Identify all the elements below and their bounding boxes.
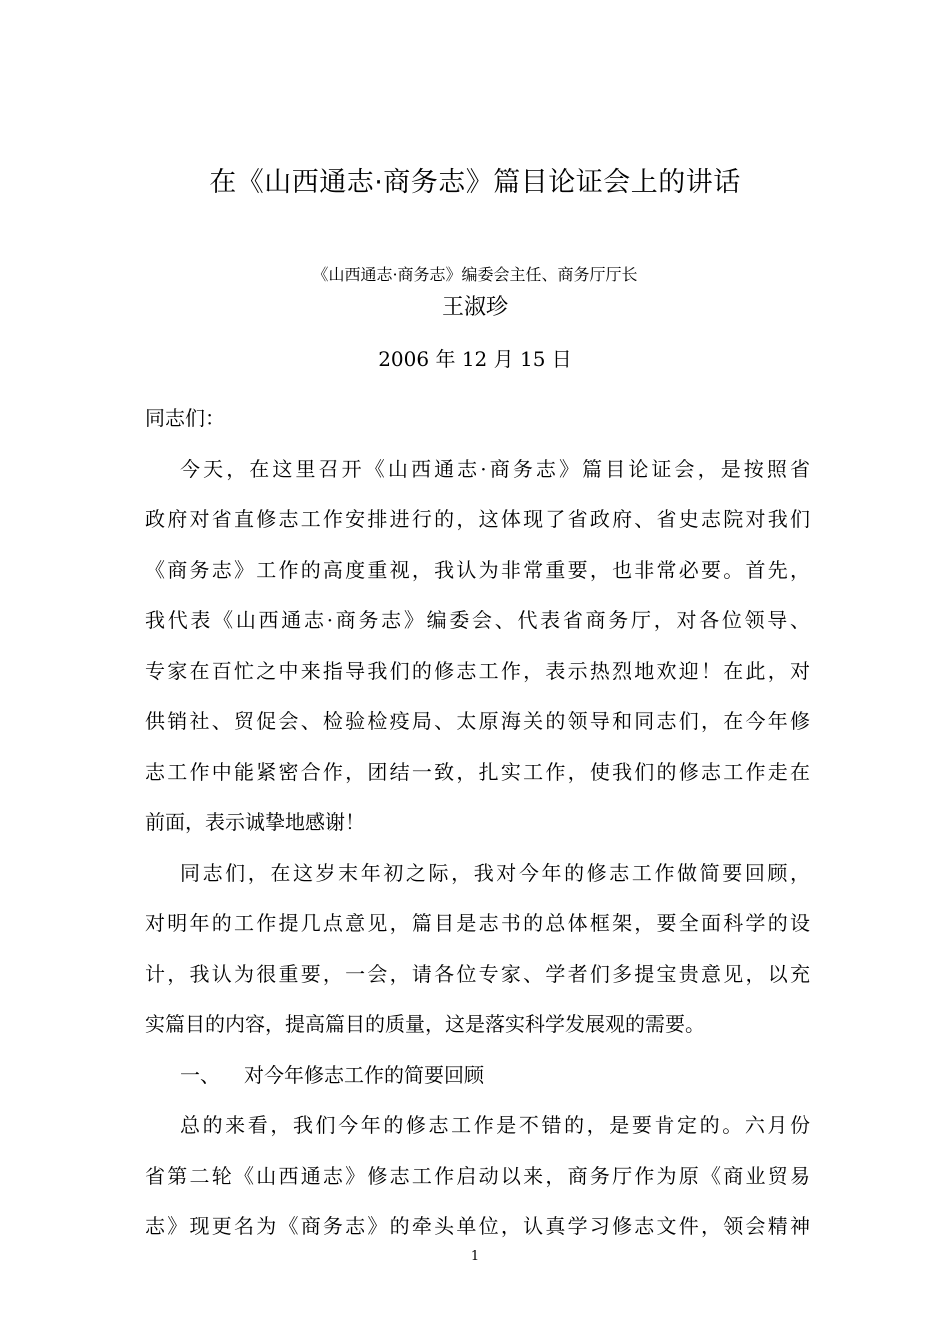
document-body	[145, 393, 810, 1252]
salutation: 同志们：	[145, 406, 225, 430]
section-heading	[145, 1050, 810, 1101]
page-number: 1	[470, 1249, 480, 1264]
section-title: 对今年修志工作的简要回顾	[244, 1062, 484, 1087]
paragraph-line: 总的来看，我们今年的修志工作是不错的，是要肯定的。六月份	[180, 1113, 810, 1137]
paragraph-line: 志》现更名为《商务志》的牵头单位，认真学习修志文件，领会精神	[145, 1214, 810, 1238]
paragraph-line: 对明年的工作提几点意见，篇目是志书的总体框架，要全面科学的设	[145, 911, 810, 935]
paragraph-line: 前面，表示诚挚地感谢！	[145, 810, 365, 834]
section-number: 一、	[180, 1062, 220, 1087]
paragraph-line: 实篇目的内容，提高篇目的质量，这是落实科学发展观的需要。	[145, 1012, 705, 1036]
paragraph-line: 计，我认为很重要，一会，请各位专家、学者们多提宝贵意见，以充	[145, 961, 810, 986]
paragraph-line: 今天，在这里召开《山西通志·商务志》篇目论证会，是按照省	[180, 456, 810, 481]
paragraph-line: 专家在百忙之中来指导我们的修志工作，表示热烈地欢迎！在此，对	[145, 658, 810, 683]
author-name: 王淑珍	[441, 295, 508, 320]
paragraph-line: 供销社、贸促会、检验检疫局、太原海关的领导和同志们，在今年修	[145, 709, 810, 733]
paragraph-line: 同志们，在这岁末年初之际，我对今年的修志工作做简要回顾，	[180, 860, 810, 885]
paragraph-line: 《商务志》工作的高度重视，我认为非常重要，也非常必要。首先，	[145, 557, 810, 582]
paragraph-line: 我代表《山西通志·商务志》编委会、代表省商务厅，对各位领导、	[145, 608, 810, 632]
document-title: 在《山西通志·商务志》篇目论证会上的讲话	[209, 167, 741, 198]
paragraph-line: 志工作中能紧密合作，团结一致，扎实工作，使我们的修志工作走在	[145, 759, 810, 784]
paragraph-line: 省第二轮《山西通志》修志工作启动以来，商务厅作为原《商业贸易	[145, 1163, 810, 1188]
speech-date: 2006 年 12 月 15 日	[378, 347, 572, 371]
paragraph-line: 政府对省直修志工作安排进行的，这体现了省政府、省史志院对我们	[145, 507, 810, 531]
author-affiliation: 《山西通志·商务志》编委会主任、商务厅厅长	[312, 265, 638, 284]
